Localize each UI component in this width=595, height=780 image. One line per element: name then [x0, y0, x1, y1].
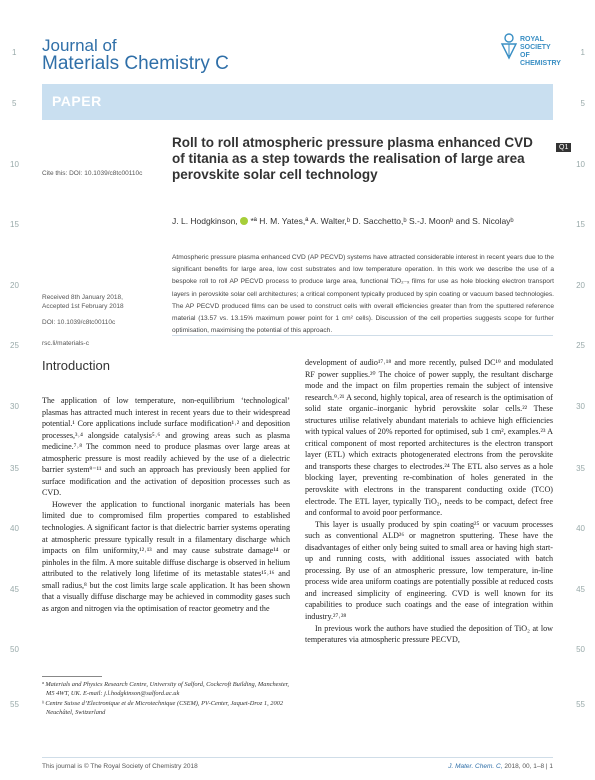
line-number-left: 1: [12, 48, 17, 57]
line-number-right: 5: [580, 99, 585, 108]
copyright-notice: This journal is © The Royal Society of Chemistry 2018: [42, 763, 198, 770]
accepted-date: Accepted 1st February 2018: [42, 303, 124, 310]
footnote: ª Materials and Physics Research Centre, University of Salford, Cockcroft Building, Manchester, M5 4WT, UK. E-mail: j.l.hodgkinson@salford.ac.uk: [42, 681, 289, 697]
journal-name-line2: Materials Chemistry C: [42, 53, 229, 74]
orcid-icon[interactable]: [240, 217, 248, 225]
query-badge: Q1: [556, 143, 571, 152]
line-number-right: 20: [576, 281, 585, 290]
line-number-right: 35: [576, 464, 585, 473]
body-column-right: [305, 357, 553, 646]
section-heading: Introduction: [42, 358, 110, 373]
line-number-right: 40: [576, 524, 585, 533]
line-number-right: 1: [580, 48, 585, 57]
line-number-right: 45: [576, 585, 585, 594]
footnote: ᵇ Centre Suisse d’Electronique et de Microtechnique (CSEM), PV-Center, Jaquet-Droz 1, 2002 Neuchâtel, Switzerland: [42, 700, 284, 716]
footnote-rule: [42, 676, 102, 677]
line-number-left: 15: [10, 220, 19, 229]
cite-this: Cite this: DOI: 10.1039/c8tc00110c: [42, 170, 143, 177]
line-number-left: 20: [10, 281, 19, 290]
volume-page: 2018, 00, 1–8 | 1: [502, 763, 553, 770]
author-list: [172, 214, 542, 228]
page-reference: [380, 763, 553, 770]
line-number-right: 10: [576, 160, 585, 169]
line-number-left: 5: [12, 99, 17, 108]
section-label: PAPER: [52, 93, 102, 109]
body-column-left: [42, 395, 290, 614]
journal-website-link[interactable]: rsc.li/materials-c: [42, 340, 89, 347]
body-paragraph: The application of low temperature, non-equilibrium ‘technological’ plasmas has attracted much interest in recent years due to their widespread potential.¹ Core applications include surface modification¹˒² and deposition processes,³˒⁴ alongside catalysis⁵˒⁶ and growing areas such as plasma medicine.⁷˒⁸ The common need to produce plasmas over large areas at atmospheric pressure is most readily achieved by the use of a dielectric barrier system⁹⁻¹¹ and such an approach has previously been applied for surface modification and the activation of deposition processes such as CVD.: [42, 396, 290, 498]
body-paragraph: development of audio¹⁷˒¹⁸ and more recently, pulsed DC¹⁹ and modulated RF power supplies.²⁰ The choice of power supply, the resultant discharge mode and the impact on film properties remain the subject of intensive research.⁹˒²¹ A second, highly topical, area of research is the optimisation of solid state organic–inorganic hybrid perovskite solar cells.²² These structures utilise relatively abundant materials to achieve high efficiencies with typical values of 20% reported for optimised, sub 1 cm², examples.²³ A critical component of most reported architectures is the electron transport layer (ETL) which extracts photogenerated electrons from the perovskite and transports these charges to electrodes.²⁴ The ETL also serves as a hole blocking layer, preventing re-combination of holes generated in the perovskite with electrons in the transparent conducting oxide (TCO) electrode. The ETL layer, typically TiO₂, needs to be compact, defect free and conformal to avoid poor performance.: [305, 358, 553, 518]
publisher-name-line1: ROYAL SOCIETY: [520, 36, 551, 51]
line-number-left: 25: [10, 341, 19, 350]
doi[interactable]: DOI: 10.1039/c8tc00110c: [42, 319, 116, 326]
line-number-right: 15: [576, 220, 585, 229]
section-banner: [42, 84, 553, 120]
affiliation-footnotes: [42, 680, 290, 718]
line-number-left: 40: [10, 524, 19, 533]
body-paragraph: In previous work the authors have studied the deposition of TiO₂ at low temperatures via atmospheric pressure PECVD,: [305, 623, 553, 645]
line-number-left: 30: [10, 402, 19, 411]
line-number-right: 25: [576, 341, 585, 350]
line-number-right: 30: [576, 402, 585, 411]
line-number-left: 35: [10, 464, 19, 473]
line-number-right: 55: [576, 700, 585, 709]
line-number-left: 10: [10, 160, 19, 169]
line-number-left: 45: [10, 585, 19, 594]
publisher-name-line2: OF CHEMISTRY: [520, 52, 561, 67]
body-paragraph: However the application to functional inorganic materials has been limited due to compromised film properties compared to established technologies. A significant factor is that dielectric barrier systems operating at atmospheric pressure typically result in a filamentary discharge which impacts on film uniformity,¹²˒¹³ and may cause substrate damage¹⁴ or pinholes in the film. A more suitable diffuse discharge is observed in helium attributed to the relatively long lifetime of its metastable states¹⁵˒¹⁶ and small radius,⁸ but the cost limits large scale application. It has been shown that a visually diffuse discharge may be achieved in commodity gases such as argon and nitrogen via the optimisation of reactor geometry and the: [42, 499, 290, 613]
journal-reference: J. Mater. Chem. C,: [448, 763, 503, 770]
line-number-left: 50: [10, 645, 19, 654]
body-paragraph: This layer is usually produced by spin coating²⁵ or vacuum processes such as conventional ALD²⁶ or magnetron sputtering. These have the disadvantages of either only being suited to small area or having high start-up and running costs, with additional issues associated with batch processing. By use of an atmospheric pressure, low temperature, in-line process wide area uniform coatings are potentially possible at reduced costs and increased simplicity of engineering. CVD is well known for its capabilities to produce such coatings and the ease of integration within industry.²⁷˒²⁸: [305, 519, 553, 622]
publisher-logo: [500, 30, 570, 67]
rsc-crest-icon: [500, 32, 518, 60]
abstract-divider: [172, 335, 553, 336]
journal-name-line1: Journal of: [42, 36, 117, 55]
first-author: J. L. Hodgkinson,: [172, 216, 238, 226]
footer-rule: [42, 757, 553, 758]
line-number-left: 55: [10, 700, 19, 709]
article-title: Roll to roll atmospheric pressure plasma enhanced CVD of titania as a step towards the realisation of large area perovskite solar cell technology: [172, 135, 533, 182]
other-authors: *ª H. M. Yates,ª A. Walter,ᵇ D. Sacchetto,ᵇ S.-J. Moonᵇ and S. Nicolayᵇ: [250, 216, 514, 226]
received-date: Received 8th January 2018,: [42, 294, 123, 301]
abstract: Atmospheric pressure plasma enhanced CVD (AP PECVD) systems have attracted considerable interest in recent years due to the significant benefits for large area, low cost substrates and low temperature operation. In this work we describe the use of a bespoke roll to roll AP PECVD process to produce large area, functional TiO₂₋ₓ films for use as hole blocking electron transport layers in perovskite solar cell architectures; a critical component typically produced by spin coating or vacuum based technologies. The AP PECVD produced films can be used to construct cells with overall efficiencies greater than from the sputtered reference material (13.57 vs. 13.15% maximum power point for 1 cm² cells). Discussion of the cell properties suggests scope for further optimisation, maximising the potential of this approach.: [172, 254, 554, 335]
line-number-right: 50: [576, 645, 585, 654]
